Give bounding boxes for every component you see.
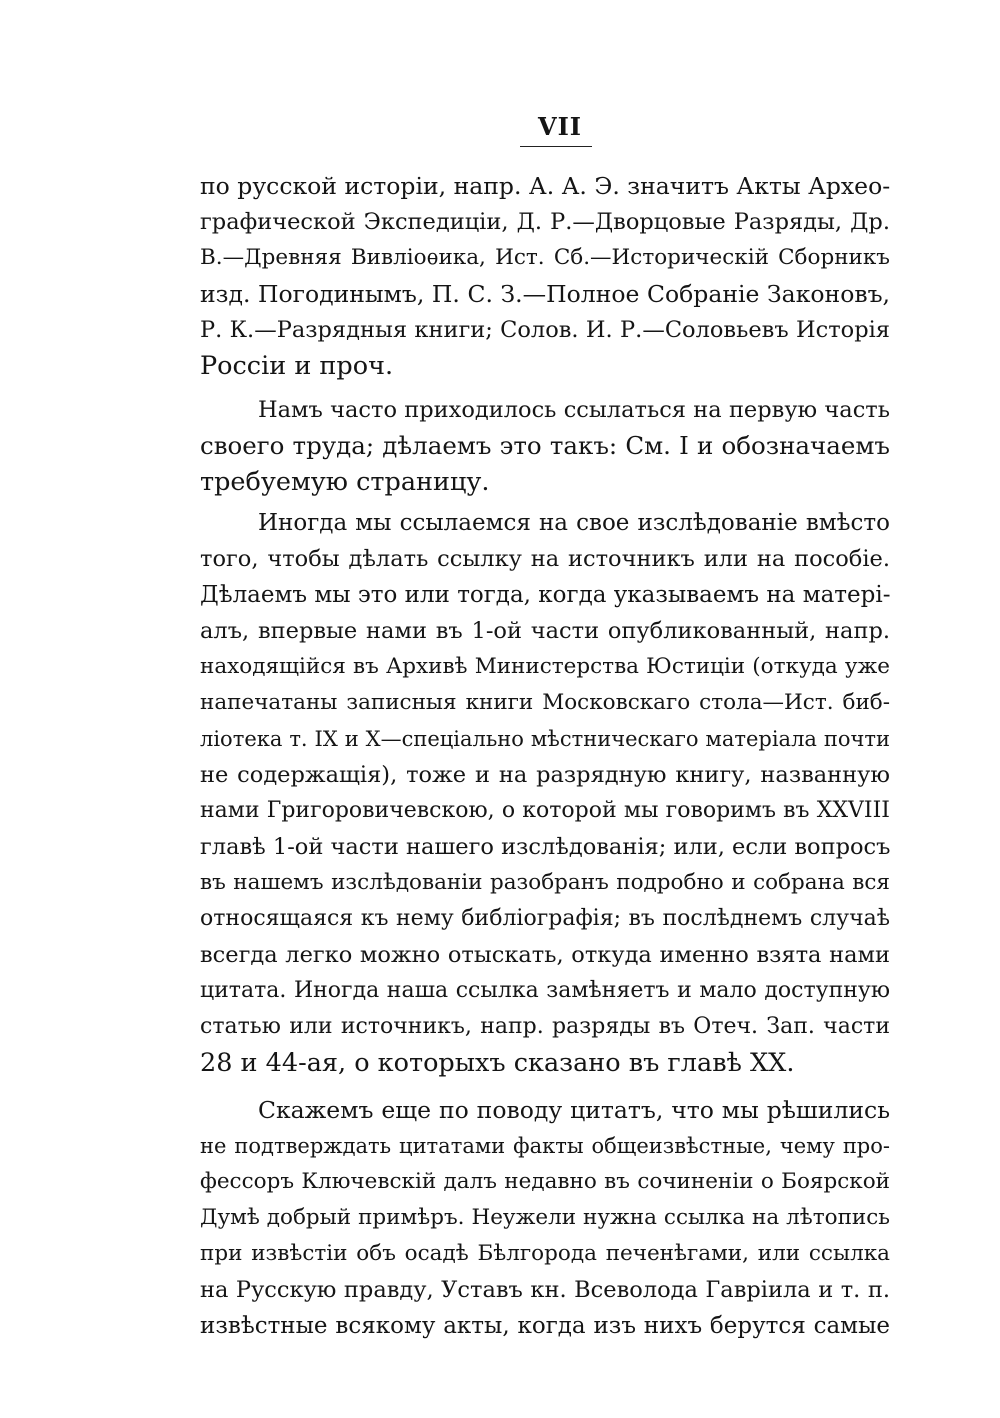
text-line: не содержащія), тоже и на разрядную книгу, названную (200, 762, 890, 788)
text-line: относящаяся къ нему библіографія; въ послѣднемъ случаѣ (200, 906, 890, 931)
text-line: изд. Погодинымъ, П. С. З.—Полное Собраніе Законовъ, (200, 280, 890, 308)
text-line: не подтверждать цитатами факты общеизвѣстные, чему про- (200, 1134, 890, 1158)
text-line: на Русскую правду, Уставъ кн. Всеволода Гавріила и т. п. (200, 1277, 890, 1303)
text-line: цитата. Иногда наша ссылка замѣняетъ и мало доступную (200, 978, 890, 1003)
text-line: своего труда; дѣлаемъ это такъ: См. I и обозначаемъ (200, 431, 890, 460)
text-line: Россіи и проч. (200, 351, 394, 381)
text-line: Скажемъ еще по поводу цитатъ, что мы рѣшились (258, 1096, 890, 1124)
text-line: требуемую страницу. (200, 467, 490, 497)
text-line: въ нашемъ изслѣдованіи разобранъ подробно и собрана вся (200, 870, 890, 895)
text-line: напечатаны записныя книги Московскаго стола—Ист. биб- (200, 690, 890, 715)
page-number-rule (520, 146, 592, 147)
text-line: Иногда мы ссылаемся на свое изслѣдованіе вмѣсто (258, 510, 890, 536)
text-line: главѣ 1-ой части нашего изслѣдованія; или, если вопросъ (200, 834, 891, 860)
text-line: Дѣлаемъ мы это или тогда, когда указываемъ на матерi- (200, 582, 891, 608)
text-line: статью или источникъ, напр. разряды въ Отеч. Зап. части (200, 1014, 890, 1039)
text-line: ліотека т. IX и X—спеціально мѣстническаго матеріала почти (200, 727, 890, 751)
text-line: всегда легко можно отыскать, откуда именно взята нами (200, 942, 890, 968)
page-number: VII (537, 112, 583, 141)
text-line: находящійся въ Архивѣ Министерства Юстиціи (откуда уже (200, 654, 890, 679)
text-line: при извѣстіи объ осадѣ Бѣлгорода печенѣгами, или ссылка (200, 1241, 890, 1266)
text-line: графической Экспедиціи, Д. Р.—Дворцовые Разряды, Др. (200, 209, 890, 235)
text-line: нами Григоровичевскою, о которой мы говоримъ въ XXVIII (200, 798, 890, 823)
text-line: алъ, впервые нами въ 1-ой части опубликованный, напр. (200, 618, 890, 644)
text-line: Намъ часто приходилось ссылаться на первую часть (258, 397, 890, 423)
text-line: 28 и 44-ая, о которыхъ сказано въ главѣ XX. (200, 1048, 795, 1078)
text-line: Думѣ добрый примѣръ. Неужели нужна ссылка на лѣтопись (200, 1205, 890, 1230)
text-line: того, чтобы дѣлать ссылку на источникъ или на пособіе. (200, 546, 890, 572)
text-line: фессоръ Ключевскій далъ недавно въ сочиненіи о Боярской (200, 1169, 890, 1194)
text-line: извѣстные всякому акты, когда изъ нихъ берутся самые (200, 1313, 890, 1339)
text-line: В.—Древняя Вивліоѳика, Ист. Сб.—Историческій Сборникъ (200, 245, 890, 270)
text-line: Р. К.—Разрядныя книги; Солов. И. Р.—Соловьевъ Исторія (200, 317, 890, 343)
text-line: по русской исторіи, напр. А. А. Э. значитъ Акты Архео- (200, 172, 891, 200)
